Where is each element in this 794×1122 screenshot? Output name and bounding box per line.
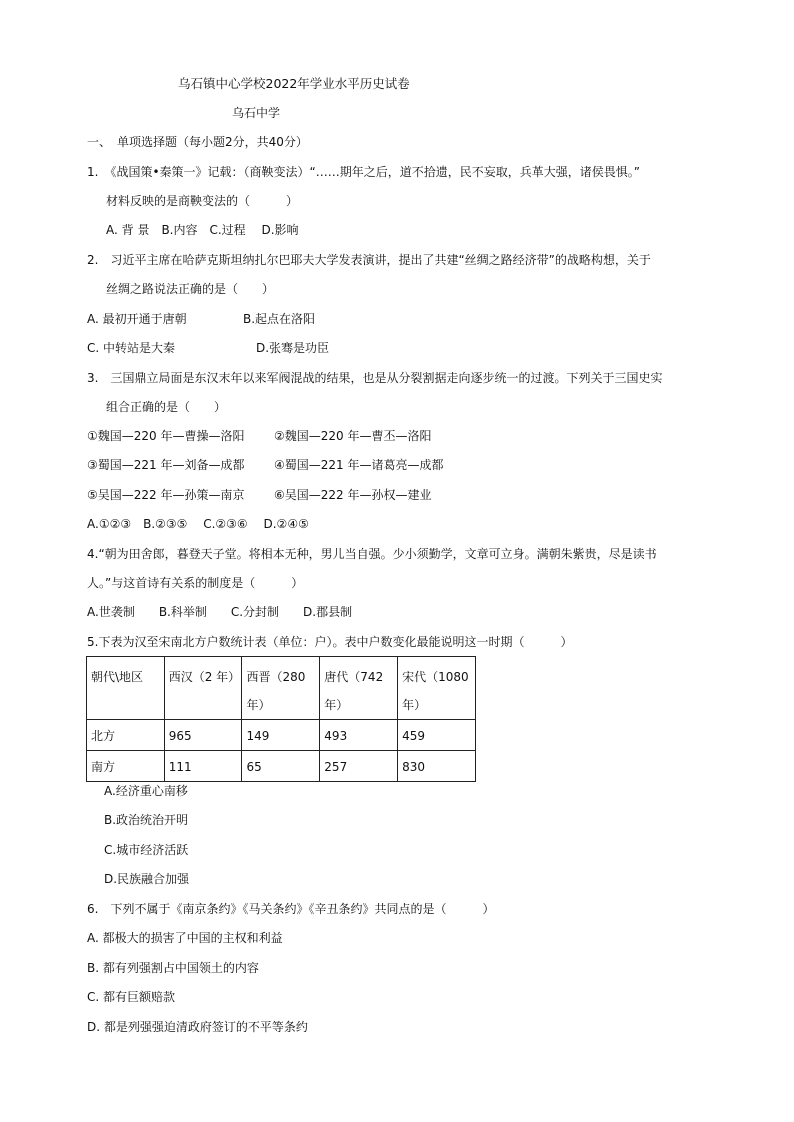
- q5-option-b: B.政治统治开明: [104, 813, 189, 827]
- q1-options: A. 背 景 B.内容 C.过程 D.影响: [106, 223, 299, 237]
- q3-stem-line1: 3. 三国鼎立局面是东汉末年以来军阀混战的结果，也是从分裂割据走向逐步统一的过渡。下列关于三国史实: [87, 371, 663, 385]
- q5-option-d: D.民族融合加强: [104, 872, 190, 886]
- q3-item-6: ⑥吴国—222 年—孙权—建业: [274, 488, 432, 502]
- table-cell: 111: [164, 751, 242, 782]
- table-cell: 149: [242, 720, 320, 751]
- table-cell: 830: [398, 751, 476, 782]
- q1-stem-line1: 1. 《战国策•秦策一》记载：（商鞅变法）“……期年之后，道不拾遗，民不妄取，兵革大强，诸侯畏惧。”: [87, 165, 640, 179]
- q5-option-a: A.经济重心南移: [104, 784, 188, 798]
- q6-option-c: C. 都有巨额赔款: [87, 990, 176, 1004]
- q1-stem-line2: 材料反映的是商鞅变法的（ ）: [106, 194, 299, 208]
- q6-stem: 6. 下列不属于《南京条约》《马关条约》《辛丑条约》共同点的是（ ）: [87, 902, 495, 916]
- q2-option-c: C. 中转站是大秦: [87, 341, 176, 355]
- q3-stem-line2: 组合正确的是（ ）: [106, 400, 227, 414]
- q2-option-d: D.张骞是功臣: [256, 341, 330, 355]
- q3-item-4: ④蜀国—221 年—诸葛亮—成都: [274, 458, 444, 472]
- table-cell: 65: [242, 751, 320, 782]
- q5-household-table: [86, 656, 476, 782]
- table-cell: 965: [164, 720, 242, 751]
- section-heading: 一、 单项选择题（每小题2分，共40分）: [87, 135, 308, 149]
- q4-stem-line2: 人。”与这首诗有关系的制度是（ ）: [87, 576, 304, 590]
- table-header-cell: 西汉（2 年）: [164, 657, 242, 720]
- table-cell: 北方: [87, 720, 165, 751]
- q6-option-b: B. 都有列强割占中国领土的内容: [87, 961, 259, 975]
- table-header-cell: 朝代\地区: [87, 657, 165, 720]
- q4-stem-line1: 4.“朝为田舍郎，暮登天子堂。将相本无种，男儿当自强。少小须勤学，文章可立身。满朝朱紫贵，尽是读书: [87, 547, 657, 561]
- q2-option-b: B.起点在洛阳: [243, 312, 316, 326]
- q3-item-5: ⑤吴国—222 年—孙策—南京: [87, 488, 245, 502]
- table-row: [87, 751, 476, 782]
- q4-options: A.世袭制 B.科举制 C.分封制 D.郡县制: [87, 605, 353, 619]
- table-cell: 459: [398, 720, 476, 751]
- q5-option-c: C.城市经济活跃: [104, 843, 189, 857]
- table-header-cell: 宋代（1080 年）: [398, 657, 476, 720]
- q3-options: A.①②③ B.②③⑤ C.②③⑥ D.②④⑤: [87, 517, 309, 531]
- table-cell: 南方: [87, 751, 165, 782]
- q2-stem-line1: 2. 习近平主席在哈萨克斯坦纳扎尔巴耶夫大学发表演讲，提出了共建“丝绸之路经济带”的战略构想，关于: [87, 253, 651, 267]
- table-cell: 257: [320, 751, 398, 782]
- q3-item-3: ③蜀国—221 年—刘备—成都: [87, 458, 245, 472]
- table-header-row: [87, 657, 476, 720]
- q5-stem: 5.下表为汉至宋南北方户数统计表（单位：户）。表中户数变化最能说明这一时期（ ）: [87, 635, 573, 649]
- q6-option-a: A. 都极大的损害了中国的主权和利益: [87, 931, 283, 945]
- q3-item-1: ①魏国—220 年—曹操—洛阳: [87, 429, 245, 443]
- exam-subtitle: 乌石中学: [232, 106, 281, 120]
- q2-option-a: A. 最初开通于唐朝: [87, 312, 187, 326]
- table-header-cell: 唐代（742 年）: [320, 657, 398, 720]
- q2-stem-line2: 丝绸之路说法正确的是（ ）: [106, 282, 275, 296]
- table-cell: 493: [320, 720, 398, 751]
- table-row: [87, 720, 476, 751]
- q3-item-2: ②魏国—220 年—曹丕—洛阳: [274, 429, 432, 443]
- exam-title: 乌石镇中心学校2022年学业水平历史试卷: [178, 76, 410, 91]
- table-header-cell: 西晋（280 年）: [242, 657, 320, 720]
- q6-option-d: D. 都是列强强迫清政府签订的不平等条约: [87, 1020, 308, 1034]
